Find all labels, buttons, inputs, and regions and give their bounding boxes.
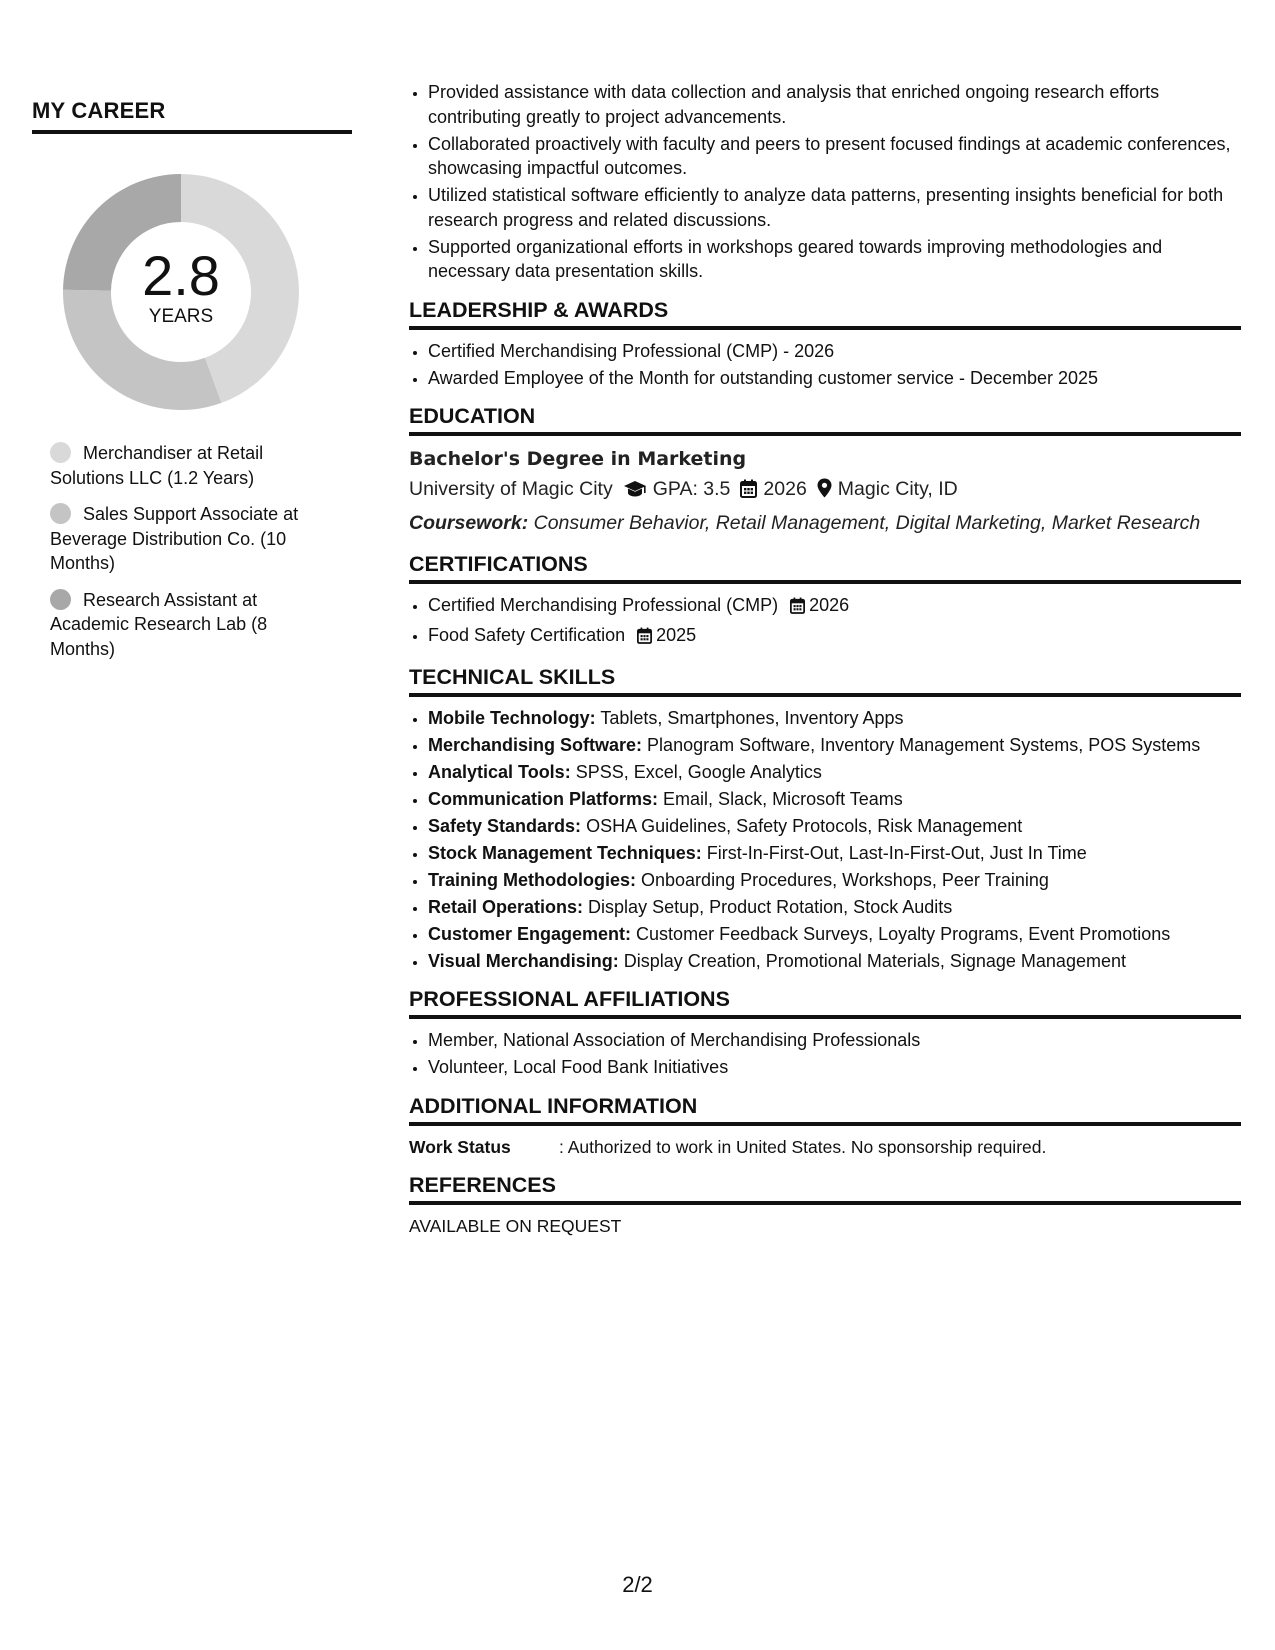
section-title: CERTIFICATIONS (409, 552, 1241, 584)
list-item (428, 787, 1241, 812)
calendar-icon (740, 476, 757, 508)
career-title: MY CAREER (32, 98, 352, 134)
total-years-unit: YEARS (148, 306, 214, 327)
section-title: TECHNICAL SKILLS (409, 665, 1241, 697)
skill-value: Display Creation, Promotional Materials, Signage Management (623, 950, 1126, 971)
calendar-icon (790, 596, 805, 621)
list-item: • Utilized statistical software efficiently to analyze data patterns, presenting insights beneficial for both research progress and related discussions. (428, 183, 1241, 232)
section-title: ADDITIONAL INFORMATION (409, 1094, 1241, 1126)
degree-title: Bachelor's Degree in Marketing (409, 448, 747, 470)
education-section (409, 404, 1241, 538)
section-title: REFERENCES (409, 1173, 1241, 1205)
section-title: EDUCATION (409, 404, 1241, 436)
legend-dot (50, 589, 71, 610)
resume-main (409, 80, 1241, 1238)
section-title: LEADERSHIP & AWARDS (409, 298, 1241, 330)
skills-section (409, 665, 1241, 974)
page-number: 2/2 (622, 1572, 653, 1597)
legend-item (50, 502, 322, 576)
legend-dot (50, 503, 71, 524)
additional-section (409, 1094, 1241, 1159)
legend-item (50, 588, 322, 662)
list-item (428, 760, 1241, 785)
total-years-value: 2.8 (142, 244, 220, 307)
list-item: • Member, National Association of Merchandising Professionals (428, 1028, 1241, 1053)
graduation-year: 2026 (763, 478, 807, 500)
skill-label: Customer Engagement: (428, 923, 632, 944)
list-item (428, 895, 1241, 920)
legend-dot (50, 442, 71, 463)
work-status-row (409, 1135, 1241, 1159)
cert-year: 2025 (656, 625, 697, 645)
legend-label: Sales Support Associate at Beverage Distribution Co. (10 Months) (50, 504, 299, 573)
list-item: • Provided assistance with data collection and analysis that enriched ongoing research efforts contributing greatly to project advancements. (428, 80, 1241, 129)
coursework-label: Coursework: (409, 512, 529, 534)
list-item: • Collaborated proactively with faculty and peers to present focused findings at academic conferences, showcasing impactful outcomes. (428, 132, 1241, 181)
skill-value: Onboarding Procedures, Workshops, Peer Training (641, 869, 1049, 890)
list-item (428, 841, 1241, 866)
skill-value: Display Setup, Product Rotation, Stock Audits (588, 896, 953, 917)
school-name: University of Magic City (409, 478, 613, 500)
work-status-label: Work Status (409, 1136, 511, 1157)
skill-value: Customer Feedback Surveys, Loyalty Programs, Event Promotions (636, 923, 1171, 944)
list-item: • Supported organizational efforts in workshops geared towards improving methodologies and necessary data presentation skills. (428, 235, 1241, 284)
list-item (428, 949, 1241, 974)
legend-item (50, 441, 322, 490)
skill-value: OSHA Guidelines, Safety Protocols, Risk Management (586, 815, 1023, 836)
school-location: Magic City, ID (837, 478, 958, 500)
skill-label: Training Methodologies: (428, 869, 636, 890)
skill-label: Stock Management Techniques: (428, 842, 702, 863)
skill-label: Analytical Tools: (428, 761, 571, 782)
list-item (428, 733, 1241, 758)
list-item (428, 922, 1241, 947)
education-details (409, 473, 1241, 508)
list-item: • Volunteer, Local Food Bank Initiatives (428, 1055, 1241, 1080)
skill-label: Safety Standards: (428, 815, 582, 836)
career-donut-chart (56, 167, 306, 417)
legend-label: Merchandiser at Retail Solutions LLC (1.2 Years) (50, 443, 264, 488)
cert-name: Food Safety Certification (428, 625, 626, 645)
coursework (409, 508, 1241, 538)
map-pin-icon (817, 476, 832, 508)
list-item (428, 706, 1241, 731)
skill-value: SPSS, Excel, Google Analytics (575, 761, 822, 782)
list-item (428, 593, 1241, 621)
skill-label: Visual Merchandising: (428, 950, 619, 971)
skill-label: Merchandising Software: (428, 734, 643, 755)
list-item: • Awarded Employee of the Month for outstanding customer service - December 2025 (428, 366, 1241, 391)
experience-bullets (409, 80, 1241, 284)
graduation-cap-icon (623, 476, 647, 508)
cert-year: 2026 (809, 595, 850, 615)
skill-value: Planogram Software, Inventory Management Systems, POS Systems (647, 734, 1201, 755)
references-text: AVAILABLE ON REQUEST (409, 1215, 622, 1236)
career-panel (32, 98, 352, 673)
calendar-icon (637, 626, 652, 651)
list-item (428, 868, 1241, 893)
list-item (428, 623, 1241, 651)
skill-value: Email, Slack, Microsoft Teams (663, 788, 903, 809)
cert-name: Certified Merchandising Professional (CMP) (428, 595, 779, 615)
skill-value: First-In-First-Out, Last-In-First-Out, Just In Time (706, 842, 1087, 863)
references-section (409, 1173, 1241, 1238)
skill-label: Mobile Technology: (428, 707, 596, 728)
certifications-section (409, 552, 1241, 651)
leadership-section (409, 298, 1241, 391)
gpa-value: GPA: 3.5 (652, 478, 731, 500)
skill-label: Retail Operations: (428, 896, 584, 917)
donut-center (56, 167, 306, 417)
affiliations-section (409, 987, 1241, 1080)
legend-label: Research Assistant at Academic Research Lab (8 Months) (50, 589, 268, 659)
skill-value: Tablets, Smartphones, Inventory Apps (600, 707, 904, 728)
skill-label: Communication Platforms: (428, 788, 659, 809)
list-item (428, 814, 1241, 839)
career-legend (32, 441, 322, 661)
work-status-value: : Authorized to work in United States. No sponsorship required. (559, 1136, 1047, 1157)
coursework-list: Consumer Behavior, Retail Management, Digital Marketing, Market Research (533, 512, 1201, 534)
section-title: PROFESSIONAL AFFILIATIONS (409, 987, 1241, 1019)
list-item: • Certified Merchandising Professional (CMP) - 2026 (428, 339, 1241, 364)
